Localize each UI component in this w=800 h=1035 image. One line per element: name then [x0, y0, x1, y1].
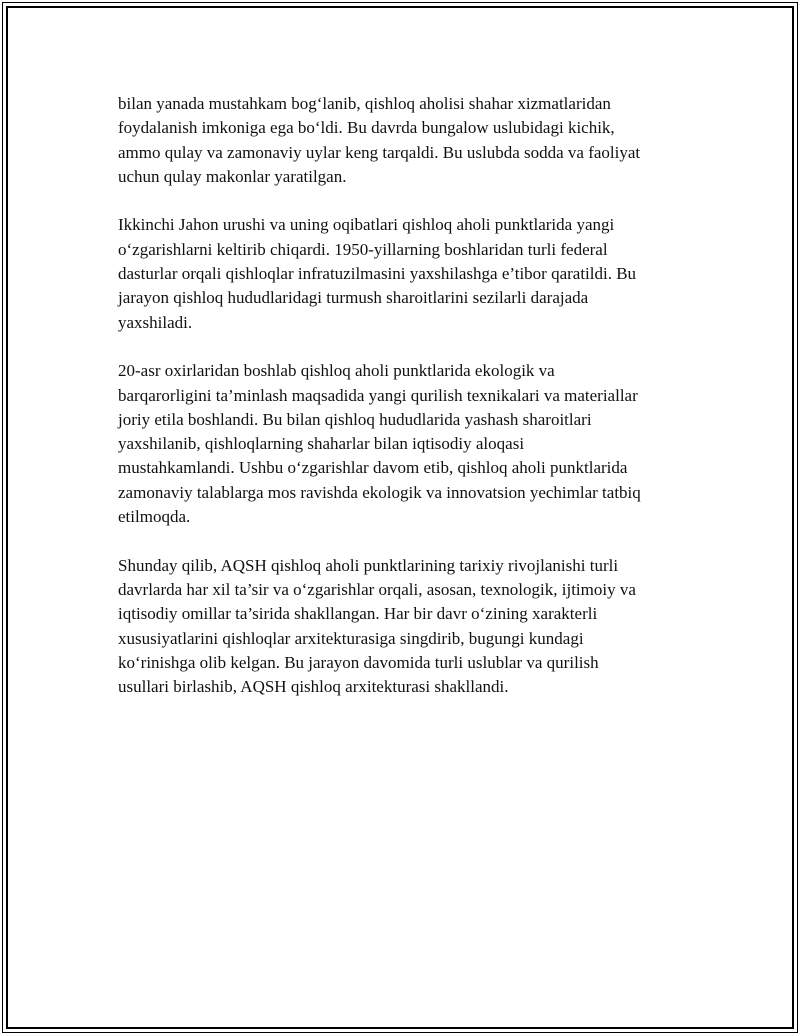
text-line: yaxshiladi.: [118, 312, 193, 332]
text-line: dasturlar orqali qishloqlar infratuzilmasini yaxshilashga e’tibor qaratildi. Bu: [118, 264, 637, 284]
text-line: ammo qulay va zamonaviy uylar keng tarqaldi. Bu uslubda sodda va faoliyat: [118, 142, 641, 162]
text-line: 20-asr oxirlaridan boshlab qishloq aholi punktlarida ekologik va: [118, 361, 555, 381]
text-line: usullari birlashib, AQSH qishloq arxitekturasi shakllandi.: [118, 677, 509, 697]
document-body: [118, 92, 698, 724]
text-line: zamonaviy talablarga mos ravishda ekologik va innovatsion yechimlar tatbiq: [118, 482, 641, 502]
text-line: uchun qulay makonlar yaratilgan.: [118, 166, 347, 186]
text-line: Ikkinchi Jahon urushi va uning oqibatlari qishloq aholi punktlarida yangi: [118, 215, 615, 235]
paragraph-1: [118, 92, 698, 189]
text-line: foydalanish imkoniga ega bo‘ldi. Bu davrda bungalow uslubidagi kichik,: [118, 118, 615, 138]
paragraph-2: [118, 213, 698, 334]
text-line: mustahkamlandi. Ushbu o‘zgarishlar davom etib, qishloq aholi punktlarida: [118, 458, 628, 478]
text-line: joriy etila boshlandi. Bu bilan qishloq hududlarida yashash sharoitlari: [118, 409, 592, 429]
text-line: etilmoqda.: [118, 507, 191, 527]
text-line: iqtisodiy omillar ta’sirida shakllangan. Har bir davr o‘zining xarakterli: [118, 604, 598, 624]
text-line: ko‘rinishga olib kelgan. Bu jarayon davomida turli uslublar va qurilish: [118, 652, 599, 672]
text-line: jarayon qishloq hududlaridagi turmush sharoitlarini sezilarli darajada: [118, 288, 589, 308]
paragraph-4: [118, 554, 698, 700]
text-line: davrlarda har xil ta’sir va o‘zgarishlar orqali, asosan, texnologik, ijtimoiy va: [118, 579, 636, 599]
text-line: o‘zgarishlarni keltirib chiqardi. 1950-yillarning boshlaridan turli federal: [118, 239, 608, 259]
text-line: xususiyatlarini qishloqlar arxitekturasiga singdirib, bugungi kundagi: [118, 628, 584, 648]
paragraph-3: [118, 359, 698, 529]
text-line: yaxshilanib, qishloqlarning shaharlar bilan iqtisodiy aloqasi: [118, 434, 525, 454]
text-line: barqarorligini ta’minlash maqsadida yangi qurilish texnikalari va materiallar: [118, 385, 638, 405]
text-line: bilan yanada mustahkam bog‘lanib, qishloq aholisi shahar xizmatlaridan: [118, 94, 611, 113]
text-line: Shunday qilib, AQSH qishloq aholi punktlarining tarixiy rivojlanishi turli: [118, 555, 619, 575]
